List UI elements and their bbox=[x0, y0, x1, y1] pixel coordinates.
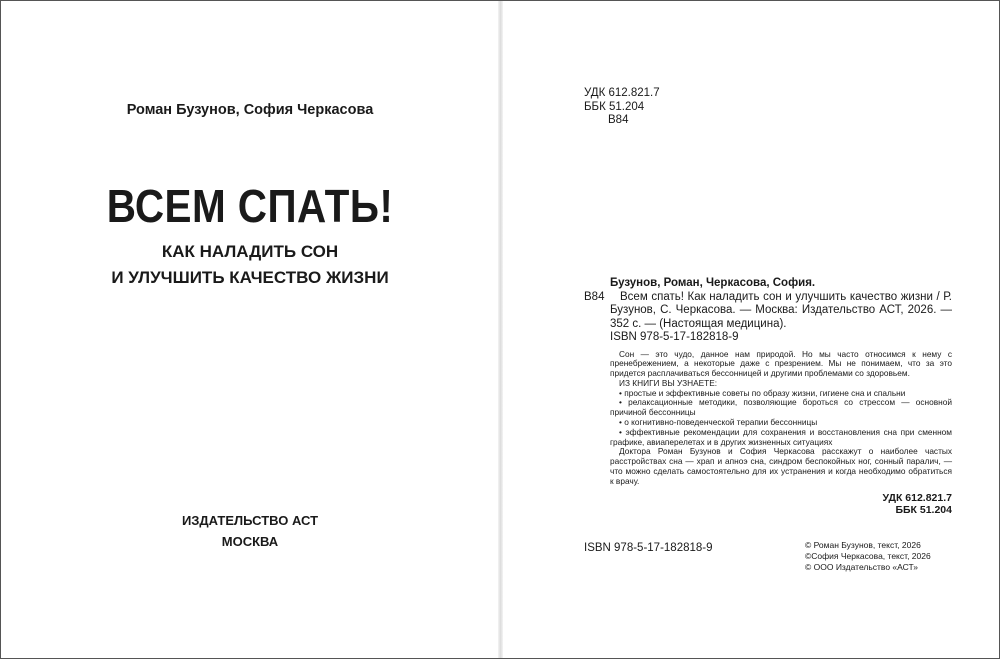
catalog-entry-wrap bbox=[610, 291, 952, 332]
catalog-isbn: ISBN 978-5-17-182818-9 bbox=[610, 331, 739, 343]
classification-repeat bbox=[584, 492, 952, 517]
annotation-heading: ИЗ КНИГИ ВЫ УЗНАЕТЕ: bbox=[619, 377, 718, 388]
publisher bbox=[1, 510, 499, 552]
authors: Роман Бузунов, София Черкасова bbox=[126, 102, 374, 118]
annotation-bullet: • эффективные рекомендации для сохранения и восстановления сна при сменном графике, авиаперелетах и в других жизненных ситуациях bbox=[610, 426, 952, 447]
catalog-entry-row bbox=[584, 291, 952, 332]
bbk-code: ББК 51.204 bbox=[584, 100, 645, 113]
publisher-name: ИЗДАТЕЛЬСТВО АСТ bbox=[181, 513, 319, 528]
book-subtitle bbox=[1, 239, 499, 291]
annotation bbox=[610, 350, 952, 487]
udk-code: УДК 612.821.7 bbox=[584, 87, 660, 99]
bbk-code-repeat: ББК 51.204 bbox=[895, 504, 952, 517]
title-page bbox=[1, 1, 499, 658]
book-title: ВСЕМ СПАТЬ! bbox=[106, 180, 394, 232]
copyright-line: © ООО Издательство «АСТ» bbox=[805, 562, 919, 572]
subtitle-line: КАК НАЛАДИТЬ СОН bbox=[161, 242, 339, 261]
publisher-city: МОСКВА bbox=[221, 534, 279, 549]
catalog-code: В84 bbox=[584, 290, 605, 303]
author-mark: В84 bbox=[608, 114, 629, 126]
catalog-heading: Бузунов, Роман, Черкасова, София. bbox=[610, 277, 816, 289]
annotation-bullet: • о когнитивно-поведенческой терапии бессонницы bbox=[619, 417, 818, 428]
subtitle-line: И УЛУЧШИТЬ КАЧЕСТВО ЖИЗНИ bbox=[111, 268, 389, 287]
classification-block bbox=[584, 87, 660, 128]
annotation-bullet: • релаксационные методики, позволяющие бороться со стрессом — основной причиной бессонницы bbox=[610, 397, 952, 418]
isbn-bottom: ISBN 978-5-17-182818-9 bbox=[584, 542, 713, 554]
annotation-bullet: • простые и эффективные советы по образу жизни, гигиене сна и спальни bbox=[619, 387, 906, 398]
copyright-page bbox=[501, 1, 999, 658]
copyright-notices bbox=[805, 540, 931, 573]
copyright-line: © Роман Бузунов, текст, 2026 bbox=[805, 540, 921, 550]
catalog-entry: Всем спать! Как наладить сон и улучшить качество жизни / Р. Бузунов, С. Черкасова. — Москва: Издательство АСТ, 2026. — 352 с. — (Настоящая медицина). bbox=[610, 290, 952, 330]
annotation-paragraph: Сон — это чудо, данное нам природой. Но мы часто относимся к нему с пренебрежением, а некоторые даже с презрением. Мы не понимаем, что за это придется расплачиваться бессонницей и другими проблемами со здоровьем. bbox=[610, 348, 952, 379]
udk-code-repeat: УДК 612.821.7 bbox=[882, 491, 952, 504]
copyright-line: ©София Черкасова, текст, 2026 bbox=[805, 551, 931, 561]
catalog-record bbox=[584, 277, 952, 517]
annotation-paragraph: Доктора Роман Бузунов и София Черкасова расскажут о наиболее частых расстройствах сна — храп и апноэ сна, синдром беспокойных ног, сонный паралич, — что можно сделать самостоятельно для их устранения и когда необходимо обратиться к врачу. bbox=[610, 446, 952, 486]
